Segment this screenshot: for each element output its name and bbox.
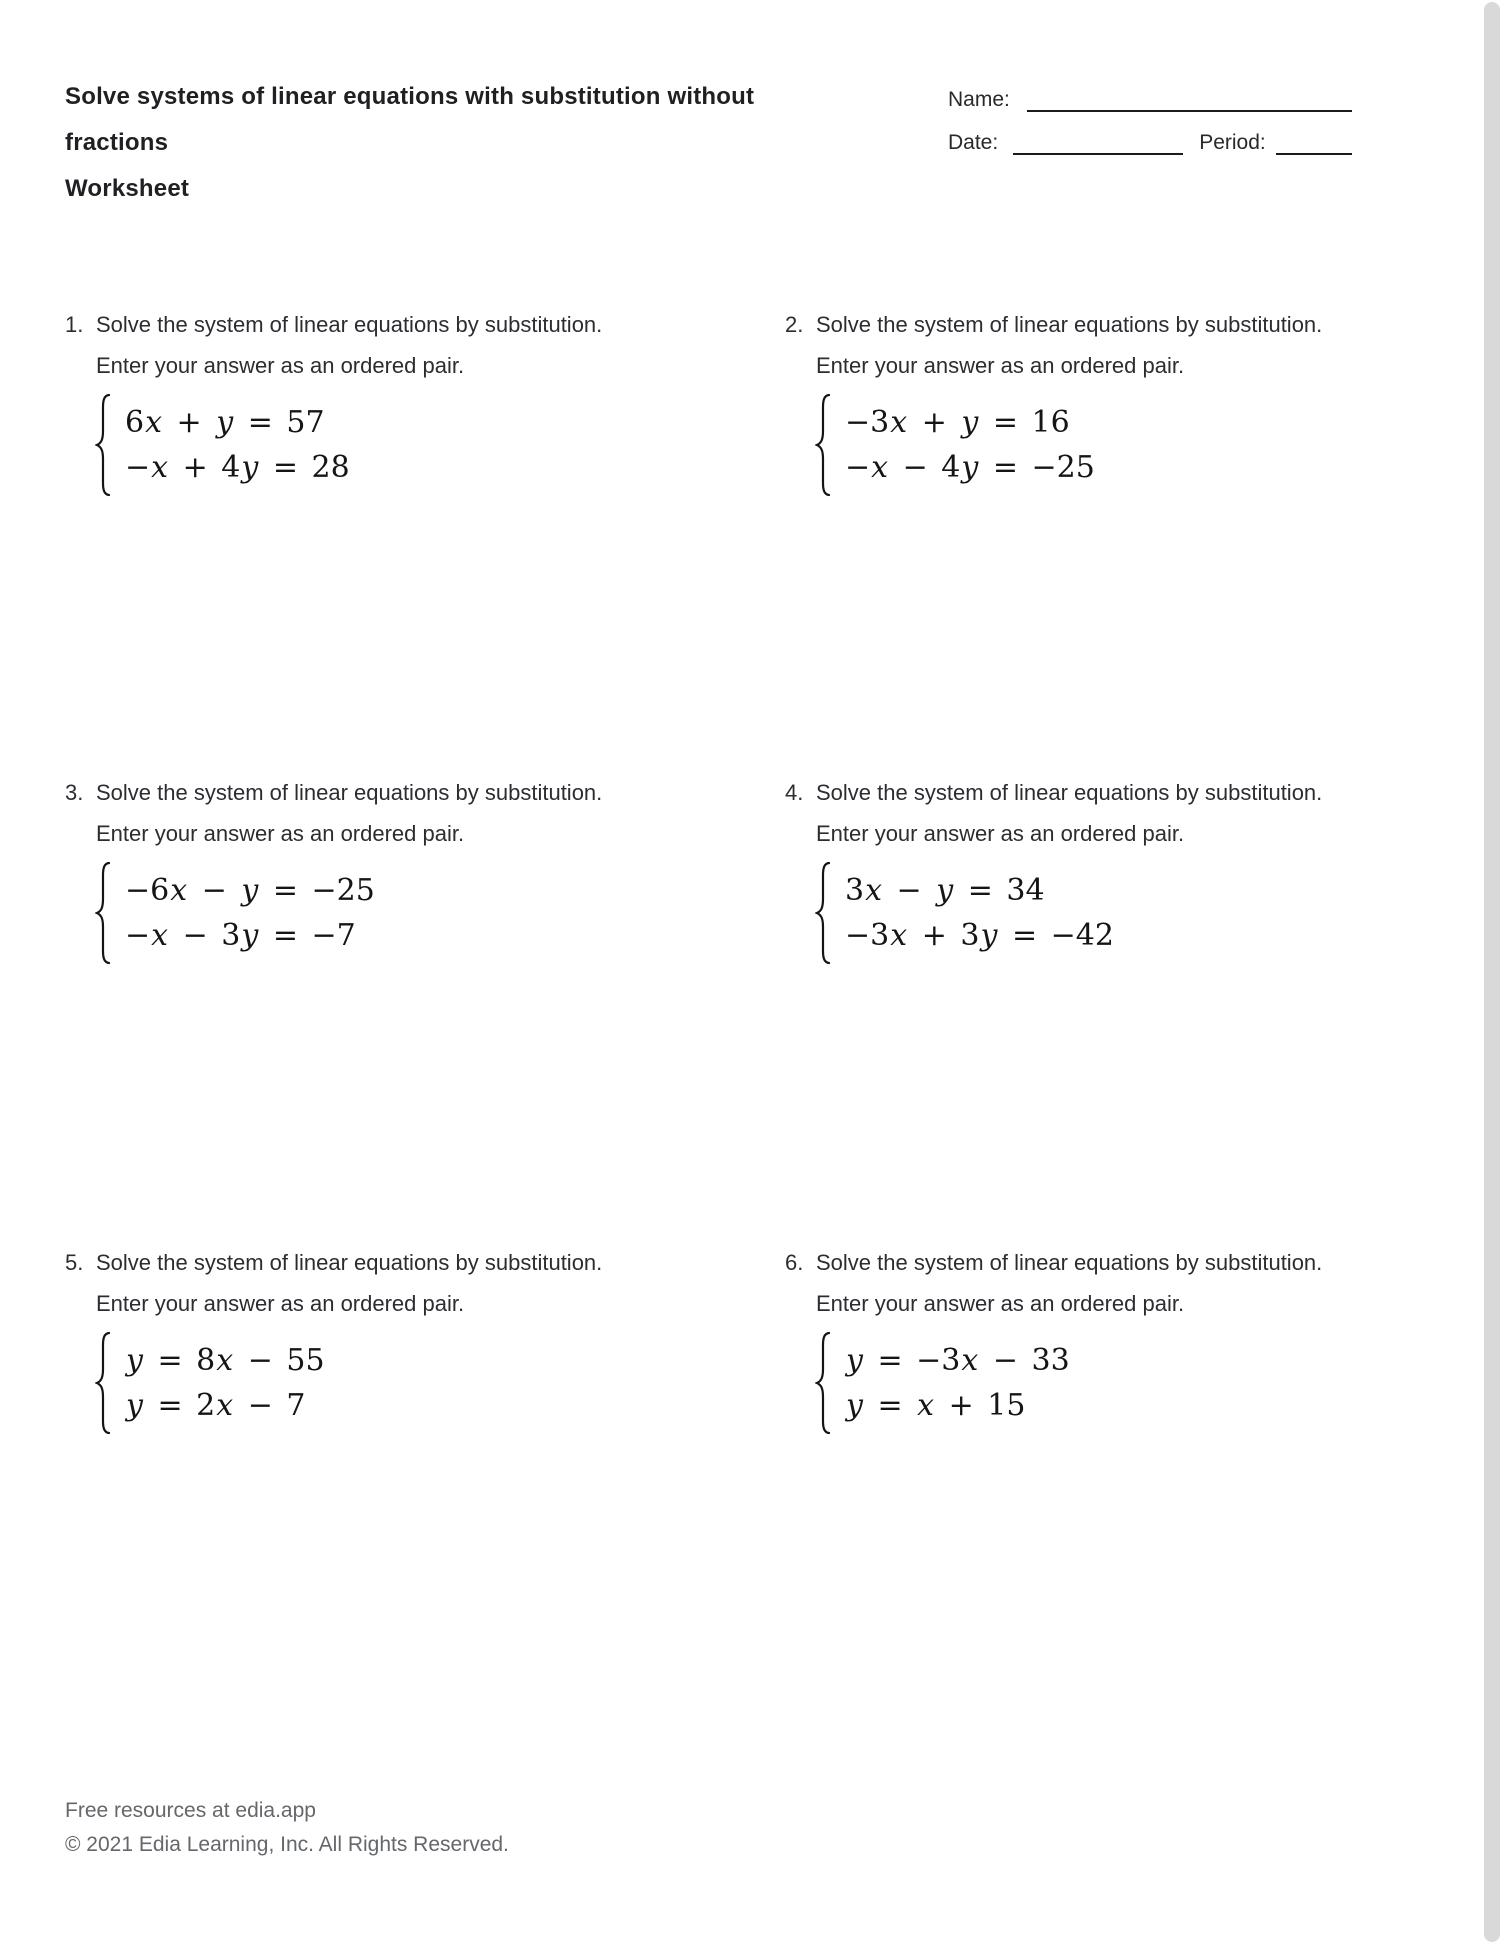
equation-list bbox=[125, 400, 350, 490]
equation: −3x + y = 16 bbox=[845, 405, 1070, 440]
equation: y = x + 15 bbox=[846, 1388, 1026, 1423]
name-field-row bbox=[948, 88, 1352, 112]
equation-list bbox=[125, 1338, 325, 1428]
equation-system bbox=[815, 393, 1325, 497]
problem-4 bbox=[785, 772, 1325, 965]
left-brace-icon bbox=[815, 1331, 832, 1435]
period-label: Period: bbox=[1199, 131, 1266, 154]
period-blank-line bbox=[1276, 135, 1352, 155]
problem-1 bbox=[65, 304, 605, 497]
equation: −3x + 3y = −42 bbox=[845, 918, 1114, 953]
worksheet-title bbox=[65, 74, 825, 212]
problem-2 bbox=[785, 304, 1325, 497]
date-blank-line bbox=[1013, 135, 1183, 155]
date-period-field-row bbox=[948, 131, 1352, 155]
equation: 6x + y = 57 bbox=[125, 405, 325, 440]
left-brace-icon bbox=[95, 393, 112, 497]
problem-prompt: Solve the system of linear equations by substitution. Enter your answer as an ordered pair. bbox=[96, 1250, 603, 1316]
equation-list bbox=[125, 868, 375, 958]
equation: −6x − y = −25 bbox=[125, 873, 375, 908]
name-label: Name: bbox=[948, 88, 1010, 111]
problem-prompt: Solve the system of linear equations by substitution. Enter your answer as an ordered pair. bbox=[96, 780, 603, 846]
problem-prompt: Solve the system of linear equations by substitution. Enter your answer as an ordered pair. bbox=[96, 312, 603, 378]
equation: −x + 4y = 28 bbox=[125, 450, 350, 485]
problem-number: 1. bbox=[65, 312, 84, 337]
equation: −x − 3y = −7 bbox=[125, 918, 356, 953]
left-brace-icon bbox=[815, 393, 832, 497]
footer-resources-text: Free resources at edia.app bbox=[65, 1799, 316, 1822]
equation-system bbox=[95, 861, 605, 965]
title-line-1: Solve systems of linear equations with substitution without bbox=[65, 83, 755, 110]
equation: −x − 4y = −25 bbox=[845, 450, 1095, 485]
problem-number: 3. bbox=[65, 780, 84, 805]
footer-copyright-text: © 2021 Edia Learning, Inc. All Rights Reserved. bbox=[65, 1833, 509, 1856]
title-line-2: fractions bbox=[65, 129, 169, 156]
date-label: Date: bbox=[948, 131, 999, 154]
scrollbar-track[interactable] bbox=[1484, 2, 1500, 1942]
worksheet-subtitle: Worksheet bbox=[65, 175, 190, 202]
equation: 3x − y = 34 bbox=[845, 873, 1045, 908]
left-brace-icon bbox=[815, 861, 832, 965]
problem-prompt: Solve the system of linear equations by substitution. Enter your answer as an ordered pair. bbox=[816, 1250, 1323, 1316]
equation-system bbox=[95, 393, 605, 497]
equation: y = −3x − 33 bbox=[846, 1343, 1070, 1378]
equation: y = 8x − 55 bbox=[126, 1343, 325, 1378]
problem-prompt: Solve the system of linear equations by substitution. Enter your answer as an ordered pair. bbox=[816, 780, 1323, 846]
problem-3 bbox=[65, 772, 605, 965]
problem-number: 5. bbox=[65, 1250, 84, 1275]
equation-list bbox=[845, 1338, 1070, 1428]
problem-number: 2. bbox=[785, 312, 804, 337]
problem-prompt: Solve the system of linear equations by substitution. Enter your answer as an ordered pair. bbox=[816, 312, 1323, 378]
left-brace-icon bbox=[95, 1331, 112, 1435]
equation-system bbox=[815, 1331, 1325, 1435]
equation-system bbox=[815, 861, 1325, 965]
page-footer bbox=[65, 1794, 509, 1862]
problem-5 bbox=[65, 1242, 605, 1435]
left-brace-icon bbox=[95, 861, 112, 965]
problem-number: 4. bbox=[785, 780, 804, 805]
equation-list bbox=[845, 400, 1095, 490]
problem-6 bbox=[785, 1242, 1325, 1435]
problem-number: 6. bbox=[785, 1250, 804, 1275]
equation-list bbox=[845, 868, 1114, 958]
equation-system bbox=[95, 1331, 605, 1435]
name-blank-line bbox=[1027, 92, 1352, 112]
equation: y = 2x − 7 bbox=[126, 1388, 306, 1423]
